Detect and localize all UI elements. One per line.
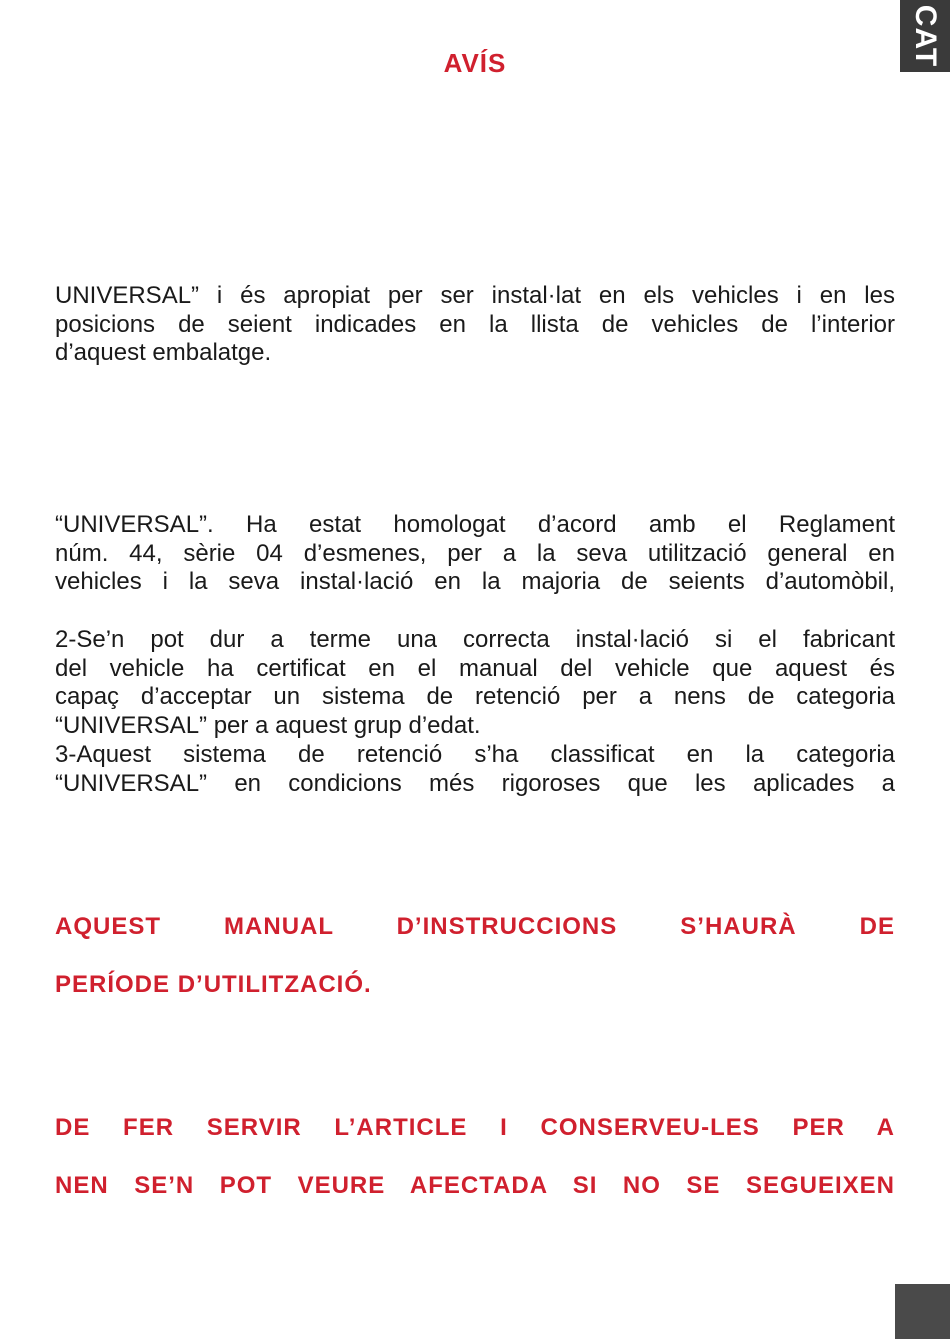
text-line: capaç d’acceptar un sistema de retenció per a nens de categoria	[55, 683, 895, 710]
text-line: 2-Se’n pot dur a terme una correcta instal·lació si el fabricant	[55, 626, 895, 653]
warning-line: PERÍODE D’UTILITZACIÓ.	[55, 971, 372, 998]
text-line: núm. 44, sèrie 04 d’esmenes, per a la seva utilització general en	[55, 539, 895, 567]
text-line: “UNIVERSAL”. Ha estat homologat d’acord amb el Reglament	[55, 511, 895, 538]
text-line: UNIVERSAL” i és apropiat per ser instal·lat en els vehicles i en les	[55, 282, 895, 309]
warning-conserve-line-2	[55, 1172, 895, 1200]
language-tab-label: CAT	[909, 4, 942, 68]
paragraph-classification	[55, 741, 895, 798]
text-line: vehicles i la seva instal·lació en la majoria de seients d’automòbil,	[55, 568, 895, 595]
text-line: del vehicle ha certificat en el manual del vehicle que aquest és	[55, 654, 895, 682]
warning-line: AQUEST MANUAL D’INSTRUCCIONS S’HAURÀ DE	[55, 913, 895, 940]
page-title: AVÍS	[443, 48, 507, 78]
paragraph-installation	[55, 626, 895, 740]
paragraph-homologation	[55, 511, 895, 597]
warning-keep-manual-line-1	[55, 913, 895, 941]
text-line: 3-Aquest sistema de retenció s’ha classificat en la categoria	[55, 741, 895, 768]
text-line: posicions de seient indicades en la llista de vehicles de l’interior	[55, 310, 895, 338]
warning-conserve-line-1	[55, 1114, 895, 1142]
paragraph-universal-fit	[55, 282, 895, 368]
text-line: d’aquest embalatge.	[55, 339, 272, 366]
page-corner-marker	[895, 1284, 950, 1339]
warning-keep-manual-line-2	[55, 971, 895, 999]
text-line: “UNIVERSAL” en condicions més rigoroses que les aplicades a	[55, 769, 895, 797]
warning-line: DE FER SERVIR L’ARTICLE I CONSERVEU-LES PER A	[55, 1114, 895, 1141]
warning-line: NEN SE’N POT VEURE AFECTADA SI NO SE SEGUEIXEN	[55, 1172, 895, 1199]
text-line: “UNIVERSAL” per a aquest grup d’edat.	[55, 711, 481, 739]
